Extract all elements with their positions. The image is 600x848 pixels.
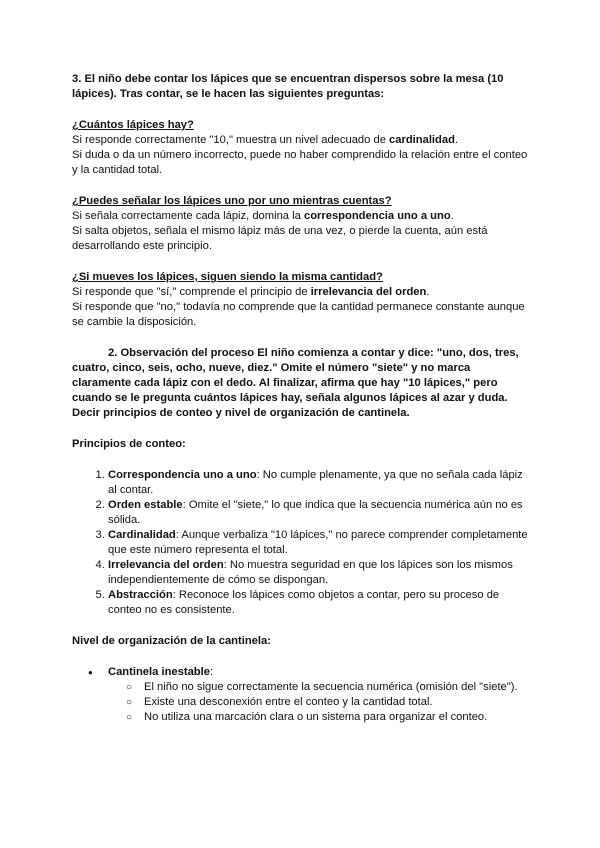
answer-text: Si responde que "sí," comprende el principio de <box>72 286 311 298</box>
list-item <box>108 558 530 588</box>
answer-line: Si responde que "no," todavía no comprende que la cantidad permanece constante aunque se cambie la disposición. <box>72 301 525 328</box>
principle-term: Irrelevancia del orden <box>108 559 224 571</box>
question-title: ¿Si mueves los lápices, siguen siendo la misma cantidad? <box>72 271 383 283</box>
list-item: ○ Existe una desconexión entre el conteo y la cantidad total. <box>144 695 530 710</box>
principle-description: : No cumple plenamente, ya que no señala cada lápiz al contar. <box>108 469 523 496</box>
principle-description: : Aunque verbaliza "10 lápices," no parece comprender completamente que este número representa el total. <box>108 529 528 556</box>
principles-heading: Principios de conteo: <box>72 438 186 450</box>
answer-line <box>72 133 530 148</box>
list-item <box>108 498 530 528</box>
principle-term: Orden estable <box>108 499 183 511</box>
answer-text: . <box>454 134 459 146</box>
principle-term: Cardinalidad <box>108 529 176 541</box>
cantinela-level: Cantinela inestable <box>108 666 210 678</box>
question-title: ¿Puedes señalar los lápices uno por uno mientras cuentas? <box>72 195 392 207</box>
section-heading: 3. El niño debe contar los lápices que se encuentran dispersos sobre la mesa (10 lápices). Tras contar, se le hacen las siguientes preguntas: <box>72 73 504 100</box>
answer-text: . <box>426 286 430 298</box>
question-title: ¿Cuántos lápices hay? <box>72 119 194 131</box>
principle-term: correspondencia uno a uno <box>303 210 451 222</box>
principles-list <box>72 468 530 618</box>
answer-text: Si señala correctamente cada lápiz, domina la <box>72 210 304 222</box>
principle-description: : Reconoce los lápices como objetos a contar, pero su proceso de conteo no es consistente. <box>108 589 500 616</box>
list-item: ○ El niño no sigue correctamente la secuencia numérica (omisión del "siete"). <box>144 680 530 695</box>
principle-term: Abstracción <box>108 589 173 601</box>
question-block <box>72 194 530 254</box>
principle-term: cardinalidad <box>389 134 455 146</box>
principle-description: : No muestra seguridad en que los lápices son los mismos independientemente de cómo se dispongan. <box>108 559 513 586</box>
principle-description: : Omite el "siete," lo que indica que la secuencia numérica aún no es sólida. <box>108 499 523 526</box>
document-page <box>72 72 530 725</box>
answer-text: Si responde correctamente "10," muestra un nivel adecuado de <box>72 134 390 146</box>
answer-line: Si salta objetos, señala el mismo lápiz más de una vez, o pierde la cuenta, aún está desarrollando este principio. <box>72 225 488 252</box>
cantinela-level-colon: : <box>209 666 214 678</box>
cantinela-heading: Nivel de organización de la cantinela: <box>72 635 271 647</box>
answer-text: . <box>450 210 454 222</box>
question-block <box>72 270 530 330</box>
answer-line <box>72 209 530 224</box>
answer-line <box>72 285 530 300</box>
list-item <box>108 588 530 618</box>
question-block <box>72 118 530 178</box>
answer-line: Si duda o da un número incorrecto, puede no haber comprendido la relación entre el conteo y la cantidad total. <box>72 149 528 176</box>
cantinela-list <box>72 665 530 725</box>
principle-term: irrelevancia del orden <box>310 286 427 298</box>
list-item <box>108 528 530 558</box>
list-item <box>108 665 530 725</box>
list-item: ○ No utiliza una marcación clara o un sistema para organizar el conteo. <box>144 710 530 725</box>
list-item <box>108 468 530 498</box>
observation-paragraph: 2. Observación del proceso El niño comienza a contar y dice: "uno, dos, tres, cuatro, cinco, seis, ocho, nueve, diez." Omite el número "siete" y no marca claramente cada lápiz con el dedo. Al finalizar, afirma que hay "10 lápices," pero cuando se le pregunta cuántos lápices hay, señala algunos lápices al azar y duda. Decir principios de conteo y nivel de organización de cantinela. <box>72 347 519 419</box>
principle-term: Correspondencia uno a uno <box>108 469 257 481</box>
cantinela-sublist <box>108 680 530 725</box>
